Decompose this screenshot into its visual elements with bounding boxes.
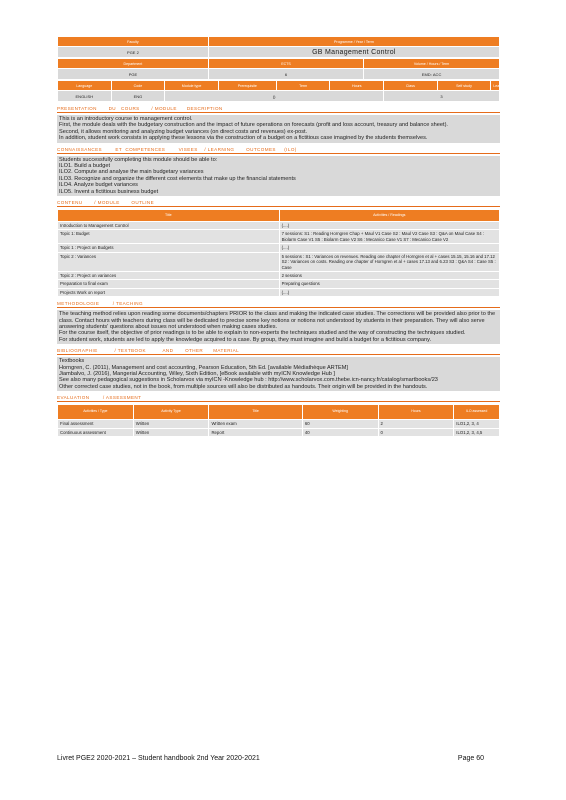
table-row — [58, 252, 500, 271]
paragraph: See also many pedagogical suggestions in Scholarvox via myICN -Knowledge hub : http://www.scholarvox.com.thebe.icn-nancy.fr/catalog/smartbooks/23 — [59, 377, 438, 384]
textbook-text — [57, 357, 500, 391]
table-cell: (....) — [279, 288, 499, 296]
paragraph: Jiambalvo, J. (2016), Mangerial Accounting, Wiley, Sixth Edition, [eBook available with myICN Knowledge Hub ] — [59, 370, 335, 377]
table-cell: Preparing questions — [279, 280, 499, 288]
paragraph: Students successfully completing this module should be able to: — [59, 156, 218, 163]
paragraph: Horngren, C. (2011), Management and cost accounting, Pearson Education, 5th Ed. [available Médiathèque ARTEM] — [59, 364, 348, 371]
table-cell: (....) — [279, 244, 499, 252]
header-label: Term — [276, 81, 330, 91]
paragraph: Other corrected case studies, not in the book, from multiple sources will also be distributed as handouts. Their origin will be provided in the handouts. — [59, 383, 428, 390]
table-cell: 7 sessions: S1 : Reading Horngren Chap + Maul V1 Case S2 : Maul V2 Case S3 : Q&A on Maul Case S4 : Biolarm Case V1 S5 : Biolarm Case V2 S6 : Mecanico Case V1 S7 : Mecanico Case V2 — [279, 230, 499, 244]
header-label: ECTS — [208, 59, 363, 69]
paragraph: First, the module deals with the budgetary construction and the impact of future operations on forecasts (profit and loss account, treasury and balance sheet). — [59, 122, 448, 129]
column-header: Activities / Type — [58, 405, 134, 420]
section-heading-assessment: EVALUATION / ASSESSMENT — [57, 395, 500, 402]
table-cell: Written exam — [209, 420, 302, 428]
column-header: Title — [58, 210, 280, 222]
table-cell: Report — [209, 428, 302, 436]
term-value: 3 — [384, 91, 500, 102]
paragraph: Textbooks — [59, 358, 85, 365]
table-row — [58, 428, 500, 436]
table-cell: 0 — [378, 428, 454, 436]
page-number: Page 60 — [457, 755, 484, 762]
header-label: Lead — [491, 81, 500, 91]
ects-value: 6 — [208, 69, 363, 80]
header-label: Prerequisite — [218, 81, 276, 91]
column-header: ILO assessed — [454, 405, 500, 420]
table-cell: 5 sessions : S1 : Variances on revenues. Reading one chapter of Horngren et al + cases 15.15, 15.16 and 17.12 S2 : Variances on costs. Reading one chapter of Horngren et al + cases 17.13 and 6.23 S3 : Q&A S4 : Case S5 : Case — [279, 252, 499, 271]
header-table-2 — [57, 58, 500, 80]
paragraph: For student work, students are led to apply the knowledge acquired to a case. By group, they must imagine and build a budget for a fictitious company. — [59, 336, 432, 343]
header-label: Code — [111, 81, 165, 91]
table-cell: Topic 2 : Project on variances — [58, 271, 280, 279]
ilo-item: ILO3. Recognize and organize the different cost elements that make up the financial statements — [59, 175, 296, 182]
table-cell: ILO1,2, 3, 4,5 — [454, 428, 500, 436]
table-cell: 2 — [378, 420, 454, 428]
header-row-3 — [58, 59, 500, 69]
table-header-row — [58, 210, 500, 222]
paragraph: In addition, student work consists in applying these lessons via the construction of a budget on a fictitious case imagined by the students themselves. — [59, 135, 428, 142]
department-value: PGE — [58, 69, 209, 80]
ilo-item: ILO2. Compute and analyse the main budgetary variances — [59, 169, 204, 176]
table-row — [58, 420, 500, 428]
ilo-item: ILO5. Invent a fictitious business budget — [59, 188, 159, 195]
table-cell: Topic 1 : Project on Budgets — [58, 244, 280, 252]
outline-table — [57, 209, 500, 297]
volume-value: EMD: ACC — [364, 69, 500, 80]
table-cell: Topic 2 : Variances — [58, 252, 280, 271]
table-cell: 60 — [302, 420, 378, 428]
presentation-text — [57, 115, 500, 143]
ilo-item: ILO4. Analyze budget variances — [59, 182, 138, 189]
paragraph: The teaching method relies upon reading some documents/chapters PRIOR to the class and making the indicated case studies. The corrections will be provided also prior to the class. Contact hours with teachers during class will be dedicated to precise some key notions or notions not understood by students in their preparation. They will also serve answering students' questions about issues not understood when making cases studies. — [59, 311, 496, 330]
column-header: Activity Type — [133, 405, 209, 420]
header-label: Module type — [165, 81, 219, 91]
learning-outcomes-text — [57, 156, 500, 196]
paragraph: This is an introductory course to management control. — [59, 116, 193, 122]
table-cell: Continuous assessment — [58, 428, 134, 436]
table-cell: Final assessment — [58, 420, 134, 428]
header-table — [57, 36, 500, 58]
header-row-1 — [58, 37, 500, 47]
table-header-row — [58, 405, 500, 420]
column-header: Activities / Readings — [279, 210, 499, 222]
header-label: Programme / Year / Term — [208, 37, 499, 47]
header-row-6 — [58, 91, 500, 102]
section-heading-teaching: METHODOLOGIE / TEACHING — [57, 301, 500, 308]
header-row-4 — [58, 69, 500, 80]
header-label: Faculty — [58, 37, 209, 47]
header-label: Self study — [437, 81, 491, 91]
table-cell: 40 — [302, 428, 378, 436]
assessment-table — [57, 404, 500, 437]
footer-handbook-title: Livret PGE2 2020-2021 – Student handbook 2nd Year 2020-2021 — [57, 755, 260, 762]
ilo-item: ILO1. Build a budget — [59, 163, 111, 170]
table-cell: Introduction to Management Control — [58, 222, 280, 230]
column-header: Hours — [378, 405, 454, 420]
course-title: GB Management Control — [208, 47, 499, 58]
section-heading-learning-outcomes: CONNAISSANCES ET COMPETENCES VISEES / LEARNING OUTCOMES (ILO) — [57, 147, 500, 154]
table-row — [58, 222, 500, 230]
table-cell: ILO1,2, 3, 4 — [454, 420, 500, 428]
header-label: Language — [58, 81, 112, 91]
paragraph: Second, it allows monitoring and analyzing budget variances (on direct costs and revenues) ex-post. — [59, 128, 308, 135]
header-label: Class — [384, 81, 438, 91]
header-row-5 — [58, 81, 500, 91]
code-value: ENG — [111, 91, 165, 102]
language-value: ENGLISH — [58, 91, 112, 102]
paragraph: For the course itself, the objective of prior readings is to be able to explain to non-experts the techniques studied and the way of constructing the techniques studied. — [59, 330, 466, 337]
teaching-text — [57, 310, 500, 344]
table-cell: Projects Work on report — [58, 288, 280, 296]
table-cell: Preparation to final exam — [58, 280, 280, 288]
header-label: Hours — [330, 81, 384, 91]
table-cell: Written — [133, 428, 209, 436]
section-heading-outline: CONTENU / MODULE OUTLINE — [57, 200, 500, 207]
column-header: Weighting — [302, 405, 378, 420]
table-cell: Topic 1: Budget — [58, 230, 280, 244]
table-cell: (....) — [279, 222, 499, 230]
table-row — [58, 280, 500, 288]
module-type-value: () — [165, 91, 384, 102]
course-sheet — [57, 36, 500, 437]
header-row-2 — [58, 47, 500, 58]
section-heading-presentation: PRESENTATION DU COURS / MODULE DESCRIPTION — [57, 106, 500, 113]
table-row — [58, 271, 500, 279]
header-label: Department — [58, 59, 209, 69]
table-row — [58, 230, 500, 244]
header-label: Volume / Hours / Term — [364, 59, 500, 69]
table-cell: 2 sessions — [279, 271, 499, 279]
header-table-3 — [57, 80, 500, 102]
column-header: Title — [209, 405, 302, 420]
table-row — [58, 288, 500, 296]
table-row — [58, 244, 500, 252]
faculty-value: PGE 2 — [58, 47, 209, 58]
table-cell: Written — [133, 420, 209, 428]
section-heading-textbook: BIBLIOGRAPHIE / TEXTBOOK AND OTHER MATERIAL — [57, 348, 500, 355]
page-footer — [57, 755, 484, 762]
